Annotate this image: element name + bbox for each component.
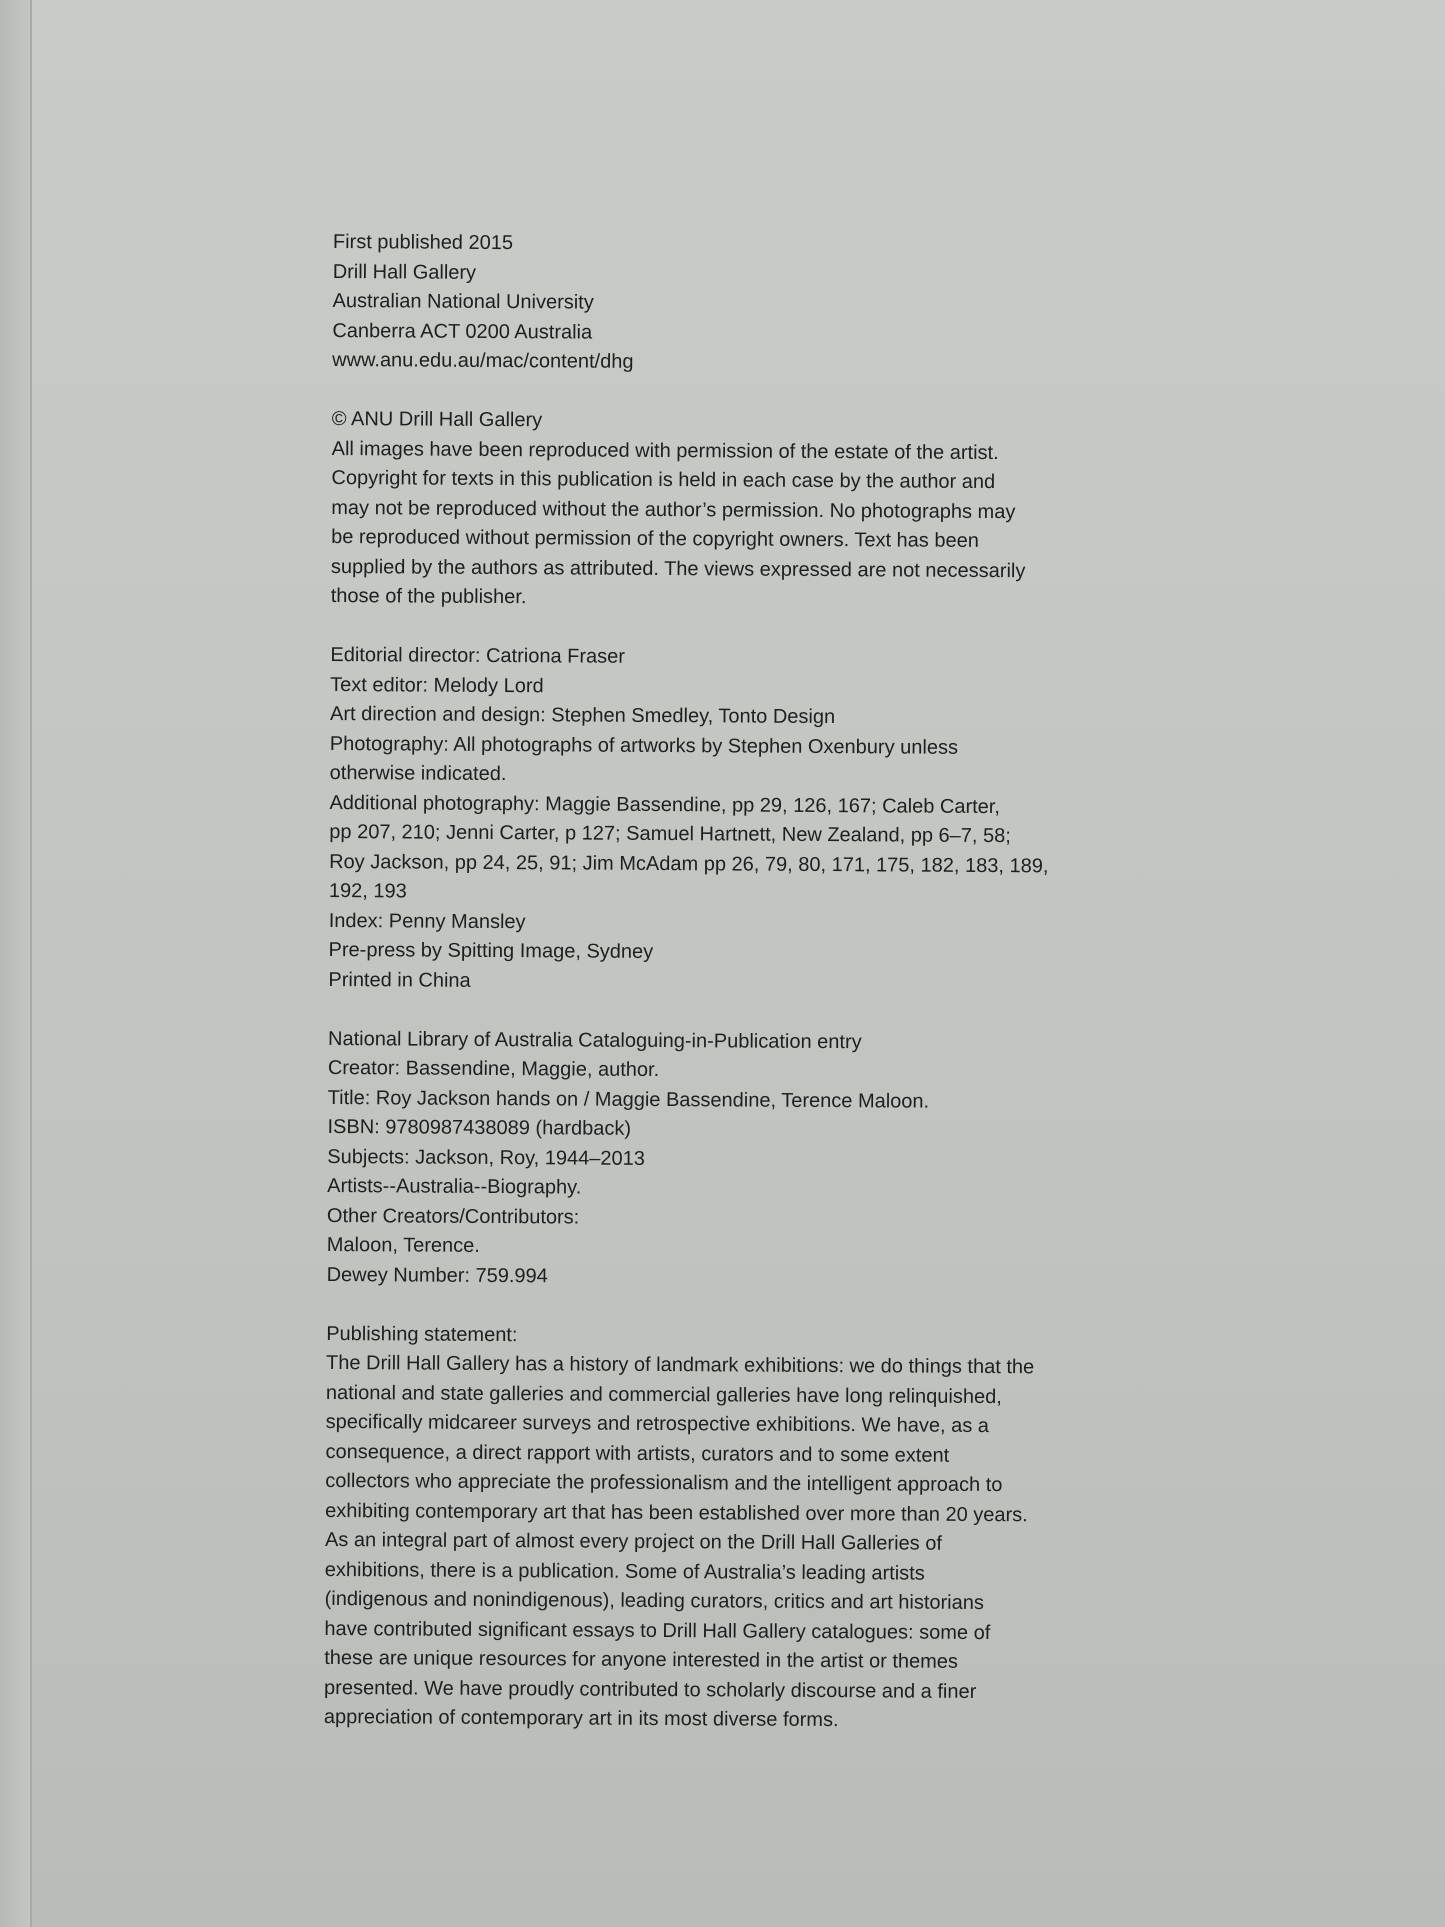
page-gutter-shadow — [0, 0, 30, 1927]
catalogue-line: Dewey Number: 759.994 — [326, 1263, 548, 1287]
imprint-url: www.anu.edu.au/mac/content/dhg — [332, 348, 634, 373]
copyright-line: may not be reproduced without the author’s permission. No photographs may — [331, 496, 1016, 523]
publishing-statement-line: exhibiting contemporary art that has been established over more than 20 years. — [325, 1499, 1028, 1526]
credits-line: Art direction and design: Stephen Smedley, Tonto Design — [329, 702, 836, 729]
publishing-statement-section — [324, 1319, 1117, 1737]
publishing-statement-line: national and state galleries and commercial galleries have long relinquished, — [325, 1381, 1002, 1408]
copyright-section — [331, 405, 1122, 616]
publishing-statement-line: exhibitions, there is a publication. Some of Australia’s leading artists — [324, 1558, 925, 1585]
imprint-page-text — [324, 228, 1123, 1767]
catalogue-line: ISBN: 9780987438089 (hardback) — [327, 1115, 632, 1140]
catalogue-line: Title: Roy Jackson hands on / Maggie Bassendine, Terence Maloon. — [327, 1086, 930, 1113]
copyright-line: supplied by the authors as attributed. The views expressed are not necessarily — [330, 555, 1026, 582]
credits-section — [328, 641, 1120, 1000]
credits-line: Editorial director: Catriona Fraser — [330, 643, 626, 668]
publishing-statement-heading: Publishing statement: — [326, 1322, 518, 1346]
publishing-statement-line: The Drill Hall Gallery has a history of landmark exhibitions: we do things that the — [325, 1351, 1035, 1379]
credits-line: Index: Penny Mansley — [328, 909, 526, 933]
catalogue-line: Artists--Australia--Biography. — [327, 1174, 582, 1199]
copyright-line: those of the publisher. — [330, 584, 527, 609]
catalogue-line: National Library of Australia Cataloguing-in-Publication entry — [327, 1027, 862, 1053]
publishing-statement-line: specifically midcareer surveys and retrospective exhibitions. We have, as a — [325, 1410, 990, 1438]
publishing-statement-line: (indigenous and nonindigenous), leading curators, critics and art historians — [324, 1587, 984, 1615]
publishing-statement-line: As an integral part of almost every project on the Drill Hall Galleries of — [324, 1528, 942, 1555]
publishing-statement-line: appreciation of contemporary art in its most diverse forms. — [323, 1705, 839, 1732]
publishing-statement-line: presented. We have proudly contributed to scholarly discourse and a finer — [324, 1676, 977, 1703]
credits-line: pp 207, 210; Jenni Carter, p 127; Samuel Hartnett, New Zealand, pp 6–7, 58; — [329, 820, 1011, 848]
catalogue-line: Maloon, Terence. — [326, 1233, 480, 1257]
publishing-statement-line: collectors who appreciate the professionalism and the intelligent approach to — [325, 1469, 1003, 1497]
credits-line: Pre-press by Spitting Image, Sydney — [328, 938, 654, 963]
credits-line: Roy Jackson, pp 24, 25, 91; Jim McAdam pp 26, 79, 80, 171, 175, 182, 183, 189, — [329, 850, 1049, 877]
catalogue-line: Subjects: Jackson, Roy, 1944–2013 — [327, 1145, 645, 1170]
imprint-line: Canberra ACT 0200 Australia — [332, 319, 593, 344]
imprint-line: First published 2015 — [332, 230, 514, 255]
imprint-line: Drill Hall Gallery — [332, 260, 477, 284]
catalogue-section — [327, 1024, 1119, 1294]
catalogue-line: Other Creators/Contributors: — [326, 1204, 580, 1229]
credits-line: 192, 193 — [328, 879, 407, 903]
imprint-section — [332, 228, 1123, 380]
publishing-statement-line: these are unique resources for anyone interested in the artist or themes — [324, 1646, 959, 1673]
imprint-line: Australian National University — [332, 289, 594, 314]
copyright-line: Copyright for texts in this publication is held in each case by the author and — [331, 466, 996, 494]
credits-line: Additional photography: Maggie Bassendine, pp 29, 126, 167; Caleb Carter, — [329, 791, 1001, 818]
copyright-line: All images have been reproduced with permission of the estate of the artist. — [331, 437, 999, 464]
credits-line: otherwise indicated. — [329, 761, 507, 786]
page-edge — [30, 0, 32, 1927]
credits-line: Printed in China — [328, 968, 471, 992]
credits-line: Text editor: Melody Lord — [330, 673, 544, 697]
publishing-statement-line: have contributed significant essays to Drill Hall Gallery catalogues: some of — [324, 1617, 991, 1644]
catalogue-line: Creator: Bassendine, Maggie, author. — [327, 1056, 660, 1082]
copyright-line: © ANU Drill Hall Gallery — [331, 407, 543, 432]
credits-line: Photography: All photographs of artworks by Stephen Oxenbury unless — [329, 732, 959, 759]
copyright-line: be reproduced without permission of the copyright owners. Text has been — [331, 525, 979, 552]
publishing-statement-line: consequence, a direct rapport with artists, curators and to some extent — [325, 1440, 950, 1467]
